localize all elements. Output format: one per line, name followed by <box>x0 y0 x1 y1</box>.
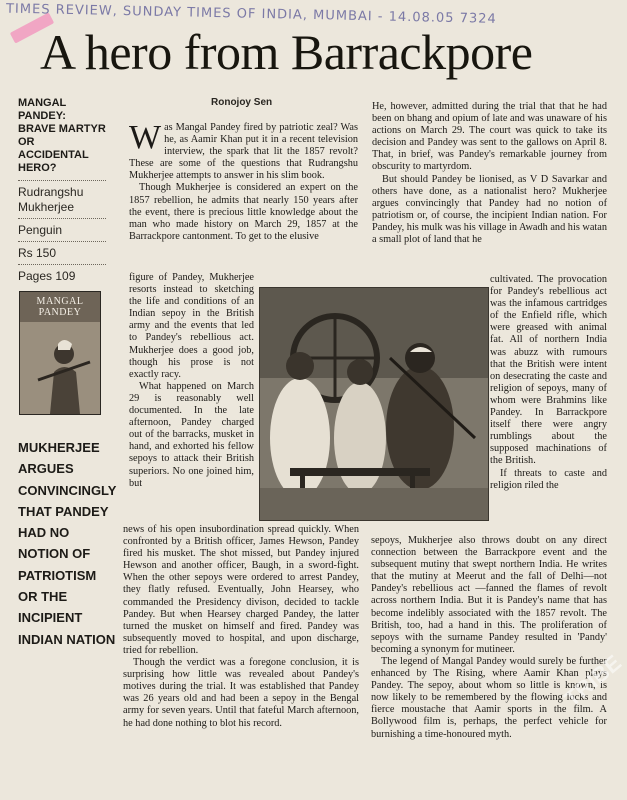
paragraph-2b: figure of Pandey, Mukherjee resorts instead to sketching the life and conditions of an Indian sepoy in the British army and the events that led to Pandey's rebellious act. Mukherjee does a good job, though his prose is not exactly racy. <box>129 272 254 380</box>
handwritten-source-note: TIMES REVIEW, SUNDAY TIMES OF INDIA, MUMBAI - 14.08.05 7324 <box>5 1 497 27</box>
paragraph-4: Though the verdict was a foregone conclusion, it is surprising how little was revealed about Pandey's motives during the trial. It was established that Pandey was 26 years old and had been a sepoy in the Bengal army for seven years. Until that fateful March afternoon, he had done nothing to blot his record. <box>123 657 359 729</box>
article-column-1-narrow <box>129 272 254 490</box>
byline: Ronojoy Sen <box>211 97 273 108</box>
book-info-sidebar <box>18 97 106 287</box>
article-headline: A hero from Barrackpore <box>40 24 533 80</box>
paragraph-6: But should Pandey be lionised, as V D Savarkar and others have done, as a nationalist hero? Mukherjee argues convincingly that Pandey had no notion of patriotism or, of course, the incipient Indian nation. For Pandey, his mulk was his village in Awadh and his watan a small plot of land that he <box>372 173 607 246</box>
book-cover-image <box>19 291 101 415</box>
photo-watermark: TRIBE <box>559 649 626 712</box>
film-still-illustration <box>260 288 488 520</box>
book-publisher: Penguin <box>18 218 106 241</box>
paragraph-2a: Though Mukherjee is considered an expert on the 1857 rebellion, he admits that nearly 150 years after the event, there is precious little knowledge about the man who made history on March 29, 1857 at the Barrackpore cantonment. To get to the elusive <box>129 182 358 242</box>
pull-quote: MUKHERJEE ARGUES CONVINCINGLY THAT PANDEY HAD NO NOTION OF PATRIOTISM OR THE INCIPIENT INDIAN NATION <box>18 440 117 647</box>
article-column-2-top <box>372 101 607 246</box>
paragraph-1: as Mangal Pandey fired by patriotic zeal? Was he, as Aamir Khan put it in a recent television interview, the spark that lit the 1857 revolt? These are some of the questions that Rudrangshu Mukherjee attempts to answer in his slim book. <box>129 122 358 182</box>
article-column-1-top <box>129 119 358 243</box>
paragraph-8: The legend of Mangal Pandey would surely be further enhanced by The Rising, where Aamir Khan plays Pandey. The sepoy, about whom so little is known, is now likely to be remembered by the flowing locks and fierce moustache that Aamir sports in the film. A Bollywood film is, perhaps, the perfect vehicle for burnishing a time-honoured myth. <box>371 655 607 740</box>
article-column-2-bottom <box>371 535 607 741</box>
book-author: Rudrangshu Mukherjee <box>18 180 106 218</box>
paragraph-6b: cultivated. The provocation for Pandey's rebellious act was the infamous cartridges of the Enfield rifle, which were greased with animal fat. All of northern India was abuzz with rumours that the British were intent on desecrating the caste and religion of sepoys, many of whom were Brahmins like Pandey. In Barrackpore itself there were angry rumblings about the supposed machinations of the British. <box>490 274 607 467</box>
paragraph-5: He, however, admitted during the trial that that he had been on bhang and opium of late and was unaware of his actions on March 29. The court was quick to take its decision and Pandey was sent to the gallows on April 8. That, in brief, was Pandey's remarkable journey from obscurity to martyrdom. <box>372 101 607 173</box>
paragraph-7: If threats to caste and religion riled the <box>490 467 607 491</box>
book-pages: Pages 109 <box>18 264 106 287</box>
paragraph-3: What happened on March 29 is reasonably well documented. In the late afternoon, Pandey charged out of the barracks, musket in hand, and exhorted his fellow sepoys to attack their British superiors. No one joined him, but <box>129 380 254 489</box>
drop-cap: W <box>129 119 162 156</box>
book-cover-title: MANGAL PANDEY <box>36 296 84 318</box>
book-title-kicker: MANGAL PANDEY: BRAVE MARTYR OR ACCIDENTAL HERO? <box>18 97 106 174</box>
paragraph-3-continued: news of his open insubordination spread quickly. When confronted by a British officer, James Hewson, Pandey fired his musket. The shot missed, but Pandey injured Hewson and another officer, Baugh, in a sword-fight. When the other sepoys were ordered to arrest Pandey, they flatly refused. Eventually, John Hearsey, who commanded the Presidency divison, decided to tackle Pandey. But when Hearsey charged Pandey, the latter turned the musket on himself and fired. Pandey was subsequently moved to hospital, and upon discharge, tried for rebellion. <box>123 524 359 656</box>
article-column-1-bottom <box>123 524 359 730</box>
article-column-2-narrow <box>490 274 607 492</box>
paragraph-7-continued: sepoys, Mukherjee also throws doubt on any direct connection between the Barrackpore event and the subsequent mutiny that swept northern India. He writes that the mutiny at Meerut and the fall of Delhi—not Pandey's rebellious act —fanned the flames of revolt across northern India. But it is Pandey's name that has become indelibly associated with the 1857 revolt. The British, too, had a hand in this. The proliferation of sepoys with the surname Pandey resulted in 'Pandy' becoming a synonym for mutineer. <box>371 535 607 655</box>
book-price: Rs 150 <box>18 241 106 264</box>
